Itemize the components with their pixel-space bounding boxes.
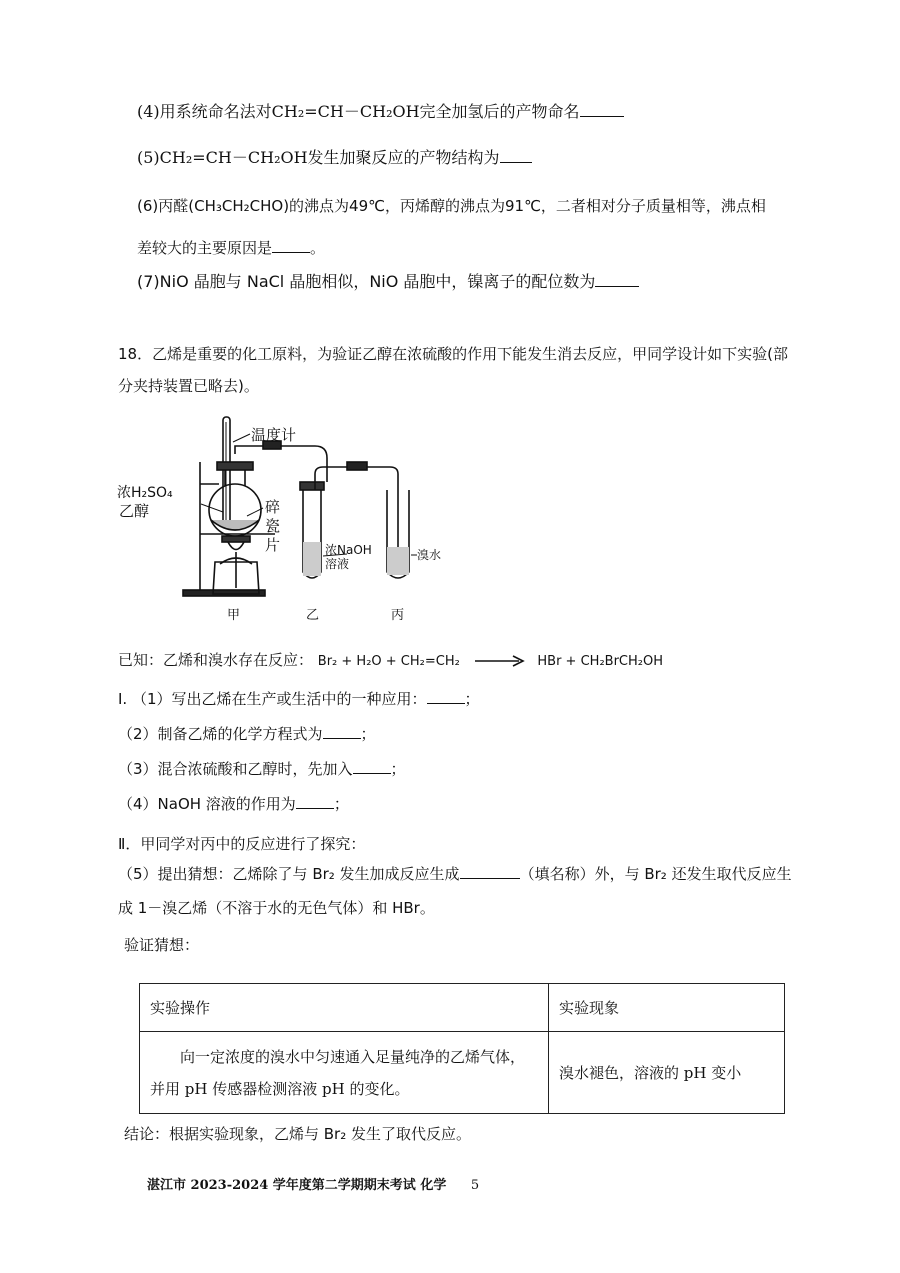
label-chips-1: 碎 xyxy=(265,498,281,516)
label-naoh-solution: 溶液 xyxy=(325,557,350,571)
label-jia: 甲 xyxy=(227,608,241,623)
table-header-operation: 实验操作 xyxy=(140,984,549,1032)
label-acid: 浓H₂SO₄ xyxy=(117,485,173,501)
part1-q2: （2）制备乙烯的化学方程式为 ； xyxy=(118,725,376,743)
label-bing: 丙 xyxy=(391,608,405,623)
table-cell-operation: 向一定浓度的溴水中匀速通入足量纯净的乙烯气体， 并用 pH 传感器检测溶液 pH 的变化。 xyxy=(140,1032,549,1114)
question-6-line1: (6)丙醛(CH₃CH₂CHO)的沸点为49℃，丙烯醇的沸点为91℃，二者相对分子质量相等，沸点相 xyxy=(137,197,766,215)
table-header-phenomenon: 实验现象 xyxy=(549,984,785,1032)
page-footer: 湛江市 2023-2024 学年度第二学期期末考试 化学 5 xyxy=(147,1178,480,1193)
label-ethanol: 乙醇 xyxy=(119,502,150,520)
table-cell-phenomenon: 溴水褪色，溶液的 pH 变小 xyxy=(549,1032,785,1114)
answer-blank[interactable] xyxy=(500,148,532,163)
answer-blank[interactable] xyxy=(323,724,361,739)
part2-title: Ⅱ．甲同学对丙中的反应进行了探究： xyxy=(118,835,366,853)
answer-blank[interactable] xyxy=(272,238,310,253)
part1-q3: （3）混合浓硫酸和乙醇时，先加入 ； xyxy=(118,760,406,778)
answer-blank[interactable] xyxy=(353,759,391,774)
label-naoh: 浓NaOH xyxy=(325,543,372,557)
question-4: (4)用系统命名法对CH₂=CH－CH₂OH完全加氢后的产物命名 xyxy=(137,102,624,122)
question-18-line2: 分夹持装置已略去)。 xyxy=(118,377,259,395)
question-18-line1: 18．乙烯是重要的化工原料，为验证乙醇在浓硫酸的作用下能发生消去反应，甲同学设计如下实验(部 xyxy=(118,345,788,363)
page-number: 5 xyxy=(470,1178,480,1193)
answer-blank[interactable] xyxy=(580,102,624,117)
experiment-table xyxy=(139,983,785,1114)
label-chips-2: 瓷 xyxy=(265,517,281,535)
answer-blank[interactable] xyxy=(460,864,520,879)
verify-label: 验证猜想： xyxy=(124,936,200,954)
question-6-line2: 差较大的主要原因是 。 xyxy=(137,239,326,257)
part2-q5-cont: 成 1－溴乙烯（不溶于水的无色气体）和 HBr。 xyxy=(118,899,435,917)
question-7: (7)NiO 晶胞与 NaCl 晶胞相似，NiO 晶胞中，镍离子的配位数为 xyxy=(137,272,639,292)
label-bromine-water: 溴水 xyxy=(417,548,442,562)
label-thermometer: 温度计 xyxy=(251,426,297,444)
apparatus-diagram xyxy=(115,412,442,627)
part2-q5: （5）提出猜想：乙烯除了与 Br₂ 发生加成反应生成 （填名称）外，与 Br₂ 还发生取代反应生 xyxy=(118,865,792,883)
answer-blank[interactable] xyxy=(296,794,334,809)
conclusion: 结论：根据实验现象，乙烯与 Br₂ 发生了取代反应。 xyxy=(124,1125,472,1143)
question-5: (5)CH₂=CH－CH₂OH发生加聚反应的产物结构为 xyxy=(137,148,532,168)
label-chips-3: 片 xyxy=(265,536,281,554)
label-yi: 乙 xyxy=(306,608,320,623)
answer-blank[interactable] xyxy=(595,272,639,287)
answer-blank[interactable] xyxy=(427,689,465,704)
arrow-icon xyxy=(473,655,525,667)
known-reaction: 已知：乙烯和溴水存在反应： Br₂ + H₂O + CH₂=CH₂ HBr + CH₂BrCH₂OH xyxy=(118,651,663,669)
part1-q1: Ⅰ. （1）写出乙烯在生产或生活中的一种应用： ； xyxy=(118,690,480,708)
part1-q4: （4）NaOH 溶液的作用为 ； xyxy=(118,795,349,813)
